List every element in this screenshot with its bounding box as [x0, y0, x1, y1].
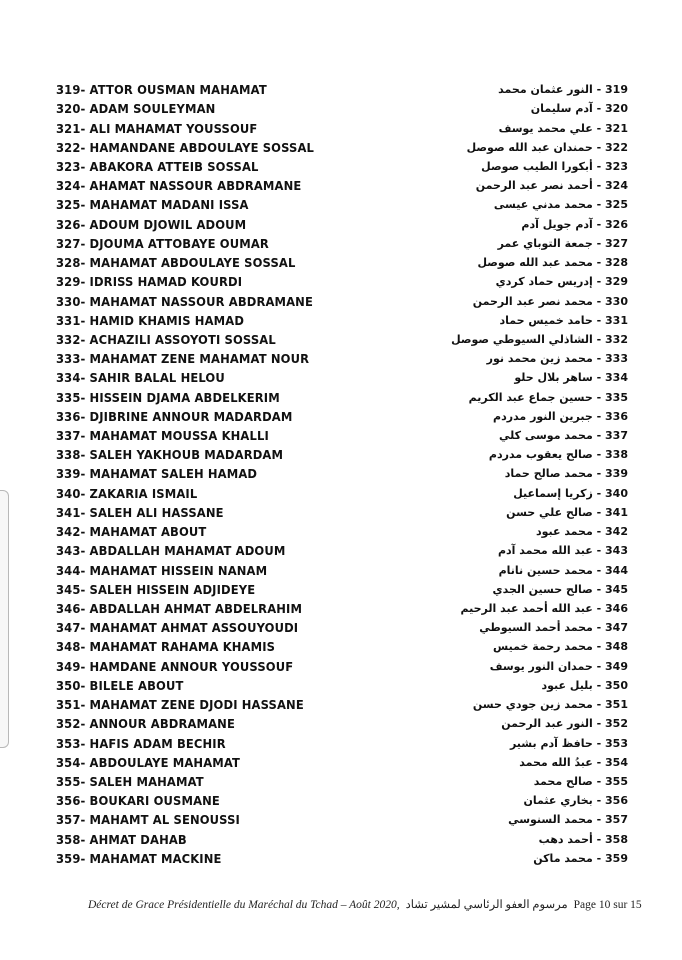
entry-latin-name: 350- BILELE ABOUT	[56, 677, 184, 693]
list-item	[56, 772, 628, 791]
entry-latin-name: 359- MAHAMAT MACKINE	[56, 850, 222, 866]
list-item	[56, 176, 628, 195]
entry-arabic-name: 341 - صالح علي حسن	[506, 505, 628, 519]
entry-latin-name: 334- SAHIR BALAL HELOU	[56, 370, 225, 386]
entry-arabic-name: 328 - محمد عبد الله صوصل	[477, 256, 628, 270]
entry-latin-name: 344- MAHAMAT HISSEIN NANAM	[56, 562, 268, 578]
footer-french-title: Décret de Grace Présidentielle du Maréchal du Tchad – Août 2020,	[88, 899, 400, 911]
entry-arabic-name: 353 - حافظ آدم بشير	[509, 736, 628, 750]
list-item	[56, 99, 628, 118]
entry-arabic-name: 320 - آدم سليمان	[530, 102, 628, 116]
entry-arabic-name: 350 - بليل عبود	[541, 678, 628, 692]
list-item	[56, 733, 628, 752]
list-item	[56, 560, 628, 579]
entry-arabic-name: 351 - محمد زين جودي حسن	[472, 698, 628, 712]
entry-arabic-name: 343 - عبد الله محمد آدم	[497, 544, 628, 558]
entry-latin-name: 342- MAHAMAT ABOUT	[56, 524, 207, 540]
list-item	[56, 253, 628, 272]
list-item	[56, 349, 628, 368]
list-item	[56, 118, 628, 137]
list-item	[56, 541, 628, 560]
pardon-list	[56, 80, 628, 868]
entry-latin-name: 354- ABDOULAYE MAHAMAT	[56, 754, 241, 770]
list-item	[56, 484, 628, 503]
entry-latin-name: 356- BOUKARI OUSMANE	[56, 793, 220, 809]
list-item	[56, 215, 628, 234]
list-item	[56, 272, 628, 291]
entry-latin-name: 346- ABDALLAH AHMAT ABDELRAHIM	[56, 601, 303, 617]
list-item	[56, 368, 628, 387]
entry-arabic-name: 338 - صالح يعقوب مدردم	[488, 448, 628, 462]
entry-arabic-name: 347 - محمد أحمد السيوطي	[479, 621, 628, 635]
entry-arabic-name: 357 - محمد السنوسي	[508, 813, 628, 827]
entry-latin-name: 348- MAHAMAT RAHAMA KHAMIS	[56, 639, 276, 655]
page-number: Page 10 sur 15	[573, 899, 642, 911]
entry-arabic-name: 342 - محمد عبود	[535, 525, 628, 539]
entry-latin-name: 330- MAHAMAT NASSOUR ABDRAMANE	[56, 293, 313, 309]
entry-latin-name: 332- ACHAZILI ASSOYOTI SOSSAL	[56, 331, 276, 347]
list-item	[56, 388, 628, 407]
entry-latin-name: 336- DJIBRINE ANNOUR MADARDAM	[56, 408, 293, 424]
list-item	[56, 407, 628, 426]
entry-latin-name: 351- MAHAMAT ZENE DJODI HASSANE	[56, 697, 304, 713]
list-item	[56, 80, 628, 99]
entry-arabic-name: 352 - النور عبد الرحمن	[501, 717, 628, 731]
entry-arabic-name: 323 - أبكورا الطيب صوصل	[481, 159, 628, 173]
entry-latin-name: 333- MAHAMAT ZENE MAHAMAT NOUR	[56, 351, 310, 367]
entry-arabic-name: 345 - صالح حسين الجدي	[492, 582, 628, 596]
entry-latin-name: 343- ABDALLAH MAHAMAT ADOUM	[56, 543, 286, 559]
entry-latin-name: 338- SALEH YAKHOUB MADARDAM	[56, 447, 284, 463]
list-item	[56, 849, 628, 868]
entry-latin-name: 347- MAHAMAT AHMAT ASSOUYOUDI	[56, 620, 299, 636]
list-item	[56, 522, 628, 541]
entry-arabic-name: 330 - محمد نصر عبد الرحمن	[472, 294, 628, 308]
footer	[88, 897, 642, 911]
entry-latin-name: 329- IDRISS HAMAD KOURDI	[56, 274, 243, 290]
entry-latin-name: 355- SALEH MAHAMAT	[56, 773, 204, 789]
list-item	[56, 714, 628, 733]
entry-arabic-name: 358 - أحمد دهب	[538, 832, 628, 846]
entry-arabic-name: 348 - محمد رحمة خميس	[493, 640, 628, 654]
list-item	[56, 695, 628, 714]
list-item	[56, 157, 628, 176]
entry-arabic-name: 325 - محمد مدني عيسى	[493, 198, 628, 212]
entry-latin-name: 345- SALEH HISSEIN ADJIDEYE	[56, 581, 256, 597]
list-item	[56, 311, 628, 330]
list-item	[56, 580, 628, 599]
entry-latin-name: 320- ADAM SOULEYMAN	[56, 101, 216, 117]
entry-arabic-name: 329 - إدريس حماد كردي	[495, 275, 628, 289]
entry-latin-name: 322- HAMANDANE ABDOULAYE SOSSAL	[56, 139, 315, 155]
entry-arabic-name: 359 - محمد ماكن	[533, 851, 628, 865]
entry-arabic-name: 326 - آدم جويل آدم	[521, 217, 628, 231]
list-item	[56, 464, 628, 483]
entry-latin-name: 352- ANNOUR ABDRAMANE	[56, 716, 235, 732]
list-item	[56, 676, 628, 695]
entry-latin-name: 325- MAHAMAT MADANI ISSA	[56, 197, 249, 213]
list-item	[56, 291, 628, 310]
entry-arabic-name: 319 - النور عثمان محمد	[498, 83, 628, 97]
entry-latin-name: 324- AHAMAT NASSOUR ABDRAMANE	[56, 178, 302, 194]
entry-arabic-name: 333 - محمد زين محمد نور	[486, 352, 628, 366]
entry-arabic-name: 349 - حمدان النور يوسف	[489, 659, 628, 673]
list-item	[56, 426, 628, 445]
entry-latin-name: 319- ATTOR OUSMAN MAHAMAT	[56, 82, 267, 98]
entry-arabic-name: 346 - عبد الله أحمد عبد الرحيم	[460, 602, 628, 616]
entry-arabic-name: 336 - جبرين النور مدردم	[493, 409, 628, 423]
entry-arabic-name: 322 - حمندان عبد الله صوصل	[466, 140, 628, 154]
entry-arabic-name: 324 - أحمد نصر عبد الرحمن	[475, 179, 628, 193]
entry-latin-name: 326- ADOUM DJOWIL ADOUM	[56, 216, 247, 232]
entry-latin-name: 340- ZAKARIA ISMAIL	[56, 485, 198, 501]
entry-latin-name: 341- SALEH ALI HASSANE	[56, 504, 224, 520]
entry-arabic-name: 337 - محمد موسى كلي	[499, 429, 628, 443]
entry-latin-name: 337- MAHAMAT MOUSSA KHALLI	[56, 428, 269, 444]
entry-latin-name: 321- ALI MAHAMAT YOUSSOUF	[56, 120, 258, 136]
page-edge-tab	[0, 490, 9, 748]
list-item	[56, 234, 628, 253]
list-item	[56, 810, 628, 829]
entry-latin-name: 353- HAFIS ADAM BECHIR	[56, 735, 226, 751]
entry-latin-name: 349- HAMDANE ANNOUR YOUSSOUF	[56, 658, 294, 674]
entry-arabic-name: 321 - علي محمد يوسف	[498, 121, 628, 135]
entry-latin-name: 335- HISSEIN DJAMA ABDELKERIM	[56, 389, 280, 405]
entry-arabic-name: 344 - محمد حسين نانام	[498, 563, 628, 577]
list-item	[56, 503, 628, 522]
entry-latin-name: 327- DJOUMA ATTOBAYE OUMAR	[56, 235, 269, 251]
footer-arabic-title: مرسوم العفو الرئاسي لمشير تشاد	[405, 899, 568, 911]
list-item	[56, 657, 628, 676]
entry-arabic-name: 340 - زكريا إسماعيل	[513, 486, 628, 500]
entry-latin-name: 339- MAHAMAT SALEH HAMAD	[56, 466, 258, 482]
entry-arabic-name: 354 - عبدُ الله محمد	[519, 755, 628, 769]
list-item	[56, 618, 628, 637]
entry-arabic-name: 355 - صالح محمد	[533, 774, 628, 788]
list-item	[56, 791, 628, 810]
entry-arabic-name: 331 - حامد خميس حماد	[499, 313, 628, 327]
list-item	[56, 445, 628, 464]
entry-arabic-name: 356 - بخاري عثمان	[523, 794, 628, 808]
list-item	[56, 138, 628, 157]
list-item	[56, 195, 628, 214]
entry-latin-name: 331- HAMID KHAMIS HAMAD	[56, 312, 245, 328]
entry-arabic-name: 335 - حسين جماع عبد الكريم	[468, 390, 628, 404]
entry-arabic-name: 332 - الشاذلي السيوطي صوصل	[451, 332, 628, 346]
list-item	[56, 599, 628, 618]
list-item	[56, 330, 628, 349]
entry-arabic-name: 327 - جمعة التوباي عمر	[497, 236, 628, 250]
list-item	[56, 753, 628, 772]
entry-latin-name: 357- MAHAMT AL SENOUSSI	[56, 812, 240, 828]
entry-latin-name: 328- MAHAMAT ABDOULAYE SOSSAL	[56, 255, 296, 271]
entry-arabic-name: 339 - محمد صالح حماد	[504, 467, 628, 481]
list-item	[56, 830, 628, 849]
entry-latin-name: 323- ABAKORA ATTEIB SOSSAL	[56, 158, 259, 174]
list-item	[56, 637, 628, 656]
entry-arabic-name: 334 - ساهر بلال حلو	[514, 371, 628, 385]
entry-latin-name: 358- AHMAT DAHAB	[56, 831, 187, 847]
